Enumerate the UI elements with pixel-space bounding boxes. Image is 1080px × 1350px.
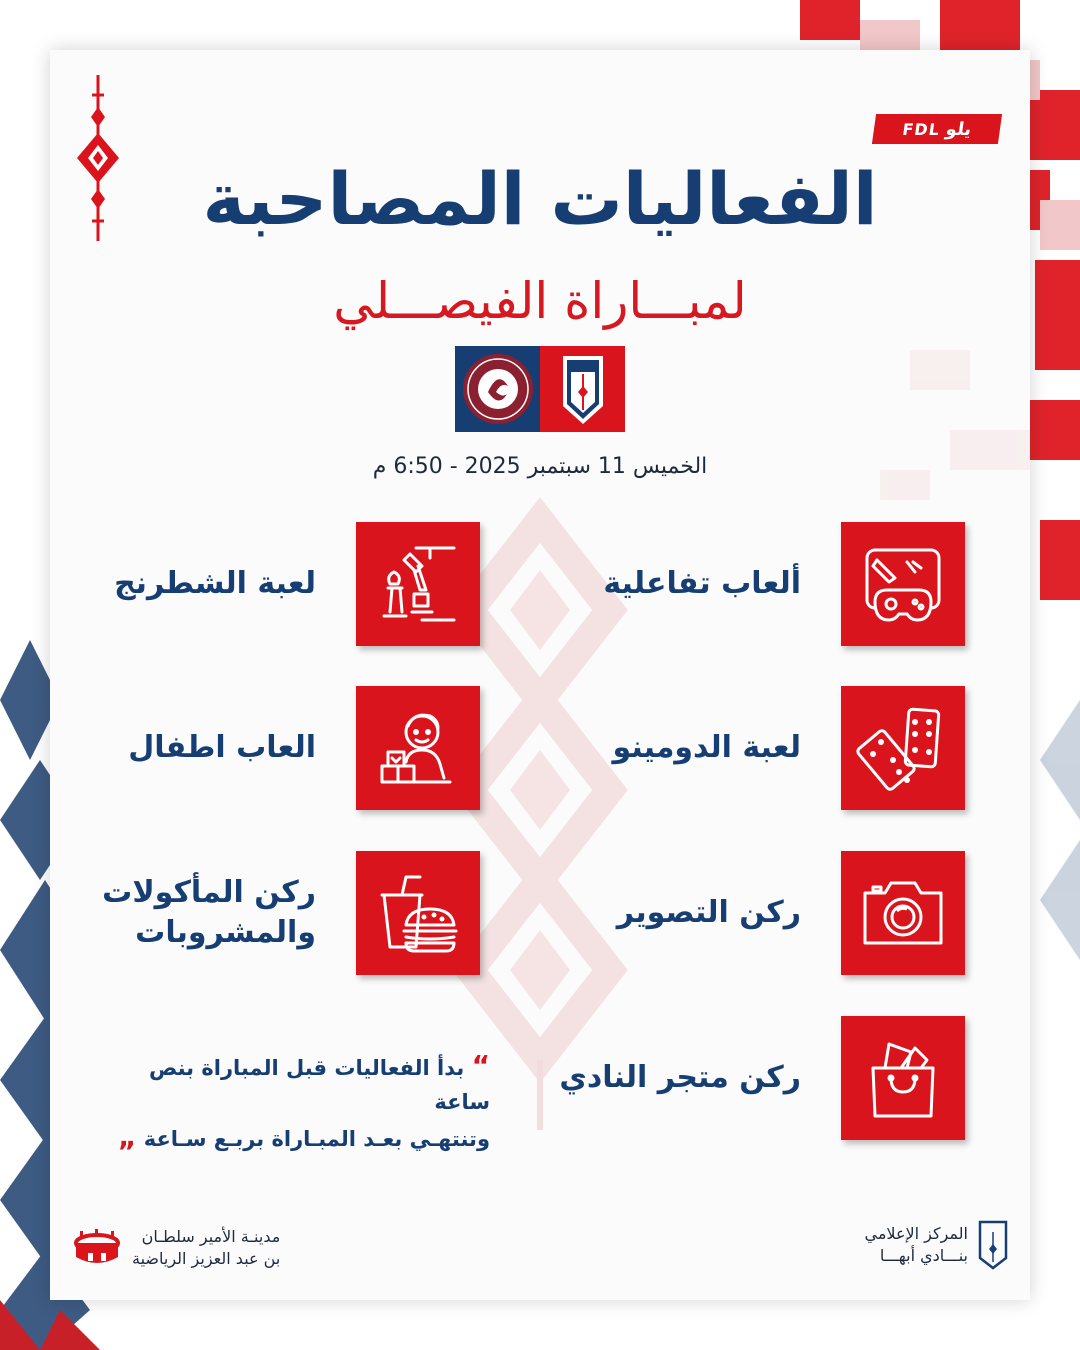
activity-kids-games — [128, 686, 480, 810]
alfaisaly-badge — [455, 346, 540, 432]
activity-label: ركن التصوير — [616, 894, 801, 930]
abha-crest-icon — [559, 352, 607, 426]
venue-line2: بن عبد العزيز الرياضية — [132, 1248, 281, 1268]
close-quote: „ — [117, 1120, 137, 1154]
note-line1: بدأ الفعاليات قبل المباراة بنص ساعة — [148, 1056, 490, 1114]
activity-label: ألعاب تفاعلية — [603, 565, 801, 601]
league-logo-latin: FDL — [901, 119, 942, 139]
media-line1: المركز الإعلامي — [864, 1224, 968, 1244]
page-title: الفعاليات المصاحبة — [202, 157, 878, 241]
tablet-gamepad-icon — [841, 522, 965, 646]
abha-badge — [540, 346, 625, 432]
activity-interactive-games — [603, 522, 965, 646]
activity-label-line2: والمشروبات — [135, 915, 316, 950]
open-quote: “ — [471, 1049, 490, 1082]
dominoes-icon — [841, 686, 965, 810]
media-center-text — [865, 1223, 969, 1266]
activity-label: لعبة الشطرنج — [114, 565, 316, 601]
venue-line1: مدينـة الأمير سلطـان — [141, 1227, 281, 1246]
league-logo — [872, 114, 1002, 144]
alfaisaly-crest-icon — [461, 352, 535, 426]
activity-chess — [114, 522, 480, 646]
chess-hand-icon — [356, 522, 480, 646]
burger-drink-icon — [356, 851, 480, 975]
stadium-icon — [74, 1229, 120, 1267]
page-subtitle: لمبـــاراة الفيصـــلي — [333, 272, 747, 330]
match-date: الخميس 11 سبتمبر 2025 - 6:50 م — [372, 454, 708, 479]
activity-dominoes — [613, 686, 965, 810]
league-logo-arabic: يلو — [944, 118, 973, 140]
activity-label-line1: ركن المأكولات — [102, 874, 316, 910]
shopping-bag-icon — [841, 1016, 965, 1140]
activity-club-store — [559, 1016, 965, 1140]
media-line2: بنـــادي أبهـــا — [879, 1246, 968, 1265]
club-badges — [455, 346, 625, 432]
venue-text — [132, 1226, 280, 1269]
activity-photo-corner — [617, 851, 965, 975]
timing-note — [90, 1046, 490, 1158]
activity-label: العاب اطفال — [128, 729, 316, 765]
media-center-info — [865, 1220, 1009, 1270]
child-blocks-icon — [356, 686, 480, 810]
activity-label: لعبة الدومينو — [612, 729, 801, 765]
activity-label-multiline — [102, 873, 316, 954]
note-line2: وتنتهـي بعـد المبـاراة بربـع سـاعة — [143, 1127, 490, 1152]
event-card — [50, 50, 1030, 1300]
activity-label: ركن متجر النادي — [559, 1059, 801, 1095]
venue-info — [74, 1226, 374, 1269]
activity-food-drinks — [102, 851, 480, 975]
abha-club-logo-icon — [978, 1220, 1008, 1270]
camera-icon — [841, 851, 965, 975]
